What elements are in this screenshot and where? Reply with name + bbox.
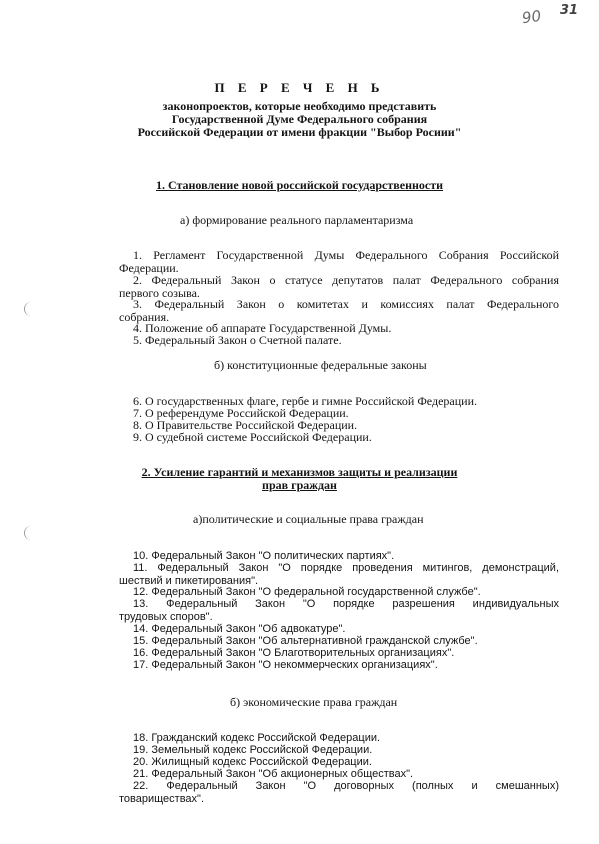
handwritten-page-number: 90 xyxy=(520,6,543,28)
list-item: 10. Федеральный Закон "О политических партиях". xyxy=(133,550,395,562)
list-item: 6. О государственных флаге, гербе и гимне Российской Федерации. xyxy=(133,394,477,408)
section-2-title: 2. Усиление гарантий и механизмов защиты и реализации прав граждан xyxy=(141,465,458,492)
list-item: 21. Федеральный Закон "Об акционерных обществах". xyxy=(133,768,414,780)
list-item: 11. Федеральный Закон "О порядке проведения митингов, демонстраций, шествий и пикетирования". xyxy=(119,562,559,587)
list-item: 2. Федеральный Закон о статусе депутатов палат Федерального собрания первого созыва. xyxy=(119,273,559,300)
list-item: 19. Земельный кодекс Российской Федерации. xyxy=(133,744,373,756)
subsection-heading: а) формирование реального парламентаризма xyxy=(180,213,414,227)
section-1-title: 1. Становление новой российской государственности xyxy=(155,178,444,192)
list-item: 14. Федеральный Закон "Об адвокатуре". xyxy=(133,623,346,635)
list-item: 13. Федеральный Закон "О порядке разрешения индивидуальных трудовых споров". xyxy=(119,598,559,623)
list-item: 16. Федеральный Закон "О Благотворительных организациях". xyxy=(133,647,455,659)
list-item: 18. Гражданский кодекс Российской Федерации. xyxy=(133,732,381,744)
punch-hole-mark xyxy=(24,526,33,540)
list-item: 3. Федеральный Закон о комитетах и комиссиях палат Федерального собрания. xyxy=(119,297,559,324)
subsection-heading: б) конституционные федеральные законы xyxy=(214,358,427,372)
list-item: 7. О референдуме Российской Федерации. xyxy=(133,406,349,420)
subtitle-line: Государственной Думе Федерального собрания xyxy=(171,112,428,126)
document-subtitle xyxy=(0,100,599,139)
list-item: 1. Регламент Государственной Думы Федерального Собрания Российской Федерации. xyxy=(119,248,559,275)
list-item: 12. Федеральный Закон "О федеральной государственной службе". xyxy=(133,586,481,598)
subtitle-line: Российской Федерации от имени фракции "Выбор Росиии" xyxy=(137,125,462,139)
handwritten-sheet-number: 31 xyxy=(560,3,579,18)
punch-hole-mark xyxy=(24,302,33,316)
subsection-heading: б) экономические права граждан xyxy=(230,695,398,709)
document-title: П Е Р Е Ч Е Н Ь xyxy=(214,80,385,95)
list-item: 17. Федеральный Закон "О некоммерческих организациях". xyxy=(133,659,438,671)
list-item: 22. Федеральный Закон "О договорных (полных и смешанных) товариществах". xyxy=(119,780,559,805)
list-item: 8. О Правительстве Российской Федерации. xyxy=(133,418,358,432)
list-item: 9. О судебной системе Российской Федерации. xyxy=(133,430,372,444)
list-item: 5. Федеральный Закон о Счетной палате. xyxy=(133,333,342,347)
subtitle-line: законопроектов, которые необходимо представить xyxy=(162,99,437,113)
list-item: 15. Федеральный Закон "Об альтернативной гражданской службе". xyxy=(133,635,478,647)
list-item: 20. Жилищный кодекс Российской Федерации. xyxy=(133,756,372,768)
subsection-heading: а)политические и социальные права граждан xyxy=(193,512,424,526)
list-item: 4. Положение об аппарате Государственной Думы. xyxy=(133,321,392,335)
